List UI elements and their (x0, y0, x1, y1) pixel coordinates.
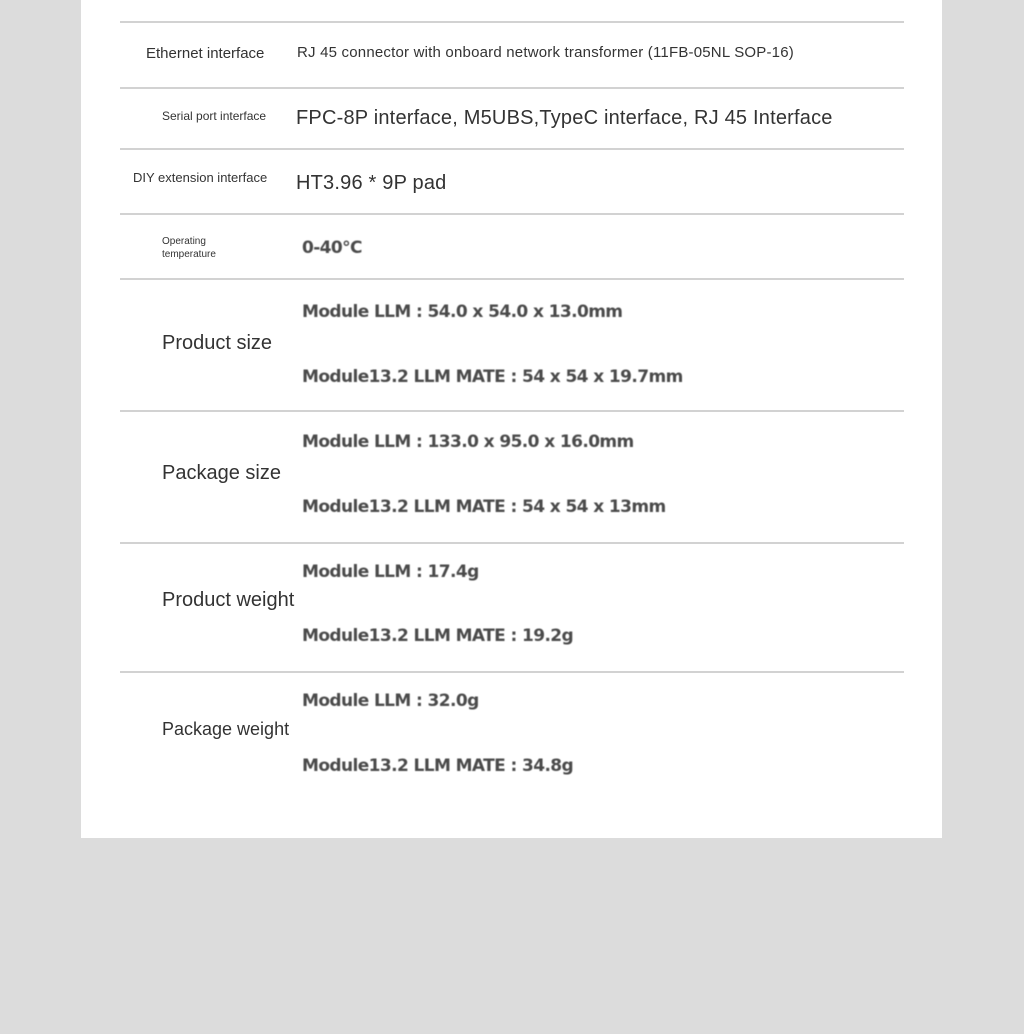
operating-temperature-label-line2: temperature (162, 249, 216, 260)
serial-port-interface-label: Serial port interface (162, 109, 267, 123)
product-size-value-module-mate: Module13.2 LLM MATE : 54 x 54 x 19.7mm (302, 367, 683, 387)
diy-extension-interface-value: HT3.96 * 9P pad (296, 172, 447, 194)
package-weight-value-module-llm: Module LLM : 32.0g (302, 691, 479, 711)
package-size-value-module-llm: Module LLM : 133.0 x 95.0 x 16.0mm (302, 432, 634, 452)
divider (120, 87, 904, 89)
product-weight-label: Product weight (162, 589, 295, 611)
ethernet-interface-label: Ethernet interface (146, 45, 265, 62)
product-size-label: Product size (162, 332, 273, 354)
operating-temperature-label (162, 235, 216, 261)
operating-temperature-value: 0-40°C (302, 238, 362, 258)
divider (120, 148, 904, 150)
divider (120, 21, 904, 23)
divider (120, 278, 904, 280)
serial-port-interface-value: FPC-8P interface, M5UBS,TypeC interface, RJ 45 Interface (296, 107, 833, 129)
package-size-value-module-mate: Module13.2 LLM MATE : 54 x 54 x 13mm (302, 497, 666, 517)
product-weight-value-module-mate: Module13.2 LLM MATE : 19.2g (302, 626, 574, 646)
diy-extension-interface-label: DIY extension interface (133, 170, 268, 185)
package-weight-label: Package weight (162, 719, 290, 739)
divider (120, 671, 904, 673)
divider (120, 542, 904, 544)
package-weight-value-module-mate: Module13.2 LLM MATE : 34.8g (302, 756, 574, 776)
divider (120, 410, 904, 412)
ethernet-interface-value: RJ 45 connector with onboard network transformer (11FB-05NL SOP-16) (297, 44, 794, 61)
divider (120, 213, 904, 215)
spec-sheet (81, 0, 942, 838)
operating-temperature-label-line1: Operating (162, 236, 206, 247)
product-size-value-module-llm: Module LLM : 54.0 x 54.0 x 13.0mm (302, 302, 623, 322)
package-size-label: Package size (162, 462, 281, 484)
product-weight-value-module-llm: Module LLM : 17.4g (302, 562, 479, 582)
